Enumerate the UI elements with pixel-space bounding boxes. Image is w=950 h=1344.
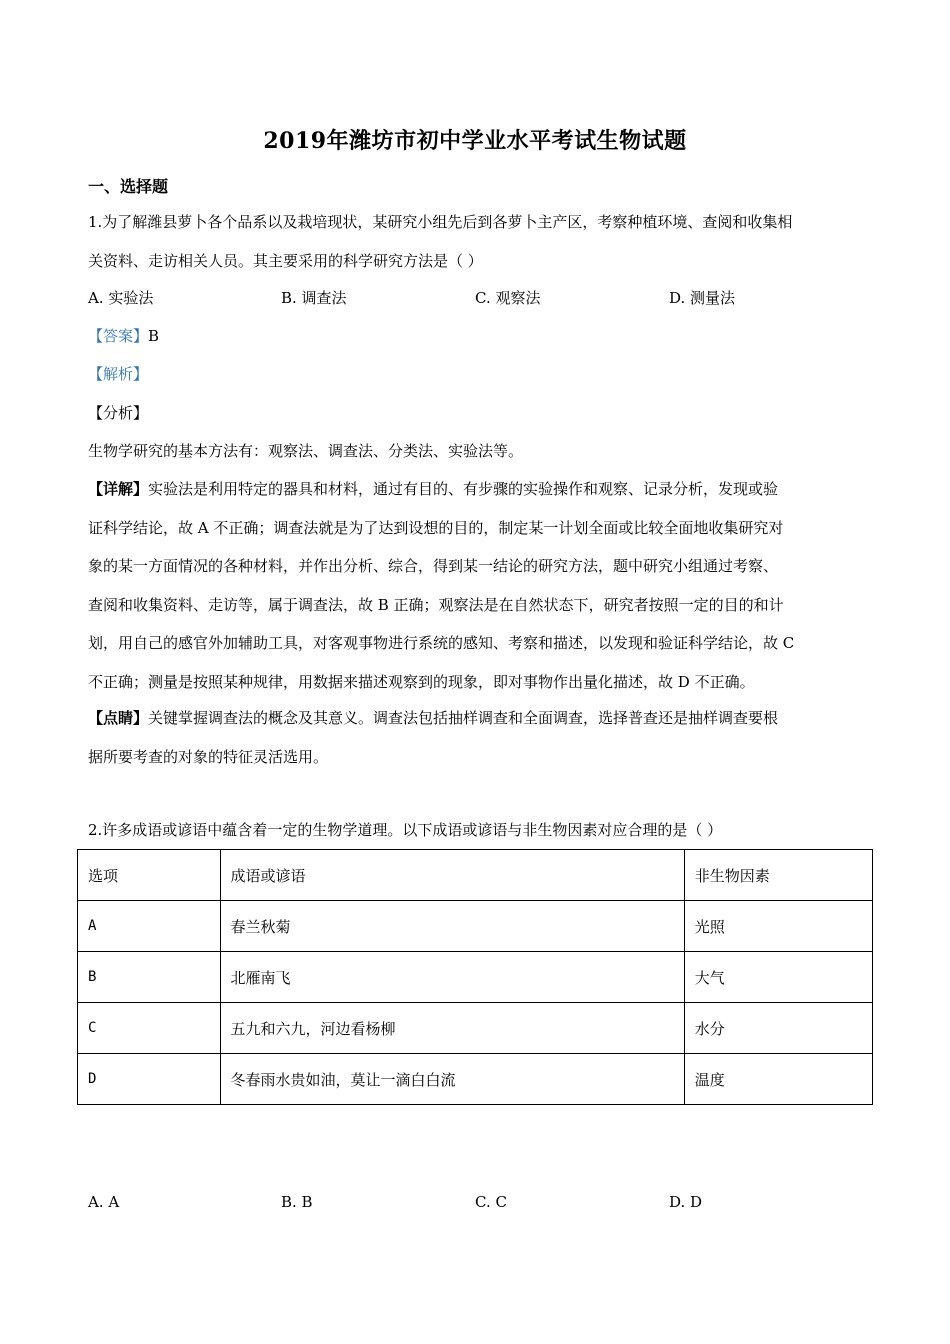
detail-line-3: 象的某一方面情况的各种材料，并作出分析、综合，得到某一结论的研究方法，题中研究小组通过考察、	[88, 557, 779, 575]
detail-line-6: 不正确；测量是按照某种规律，用数据来描述观察到的现象，即对事物作出量化描述，故 D 不正确。	[88, 672, 755, 691]
table-header-cell: 选项	[78, 850, 221, 901]
question-2-option-c: C. C	[475, 1193, 507, 1211]
answer-value: B	[148, 327, 160, 345]
table-header-cell: 非生物因素	[684, 850, 872, 901]
question-1-stem-line-2: 关资料、走访相关人员。其主要采用的科学研究方法是（ ）	[88, 251, 483, 270]
table-cell-option: D	[78, 1054, 221, 1105]
table-cell-factor: 水分	[684, 1003, 872, 1054]
table-cell-factor: 光照	[684, 901, 872, 952]
question-1-option-b: B. 调查法	[281, 289, 347, 307]
question-1-option-a: A. 实验法	[88, 289, 154, 307]
analysis-tag: 【解析】	[88, 365, 149, 383]
table-cell-option: B	[78, 952, 221, 1003]
tip-tag: 【点睛】	[88, 709, 149, 727]
question-2-stem: 2.许多成语或谚语中蕴含着一定的生物学道理。以下成语或谚语与非生物因素对应合理的是（ ）	[88, 821, 723, 839]
table-cell-phrase: 五九和六九，河边看杨柳	[220, 1003, 684, 1054]
detail-line-1-text: 实验法是利用特定的器具和材料，通过有目的、有步骤的实验操作和观察、记录分析，发现或验	[148, 480, 779, 498]
page-title: 2019年潍坊市初中学业水平考试生物试题	[263, 128, 687, 154]
table-cell-option: C	[78, 1003, 221, 1054]
question-2-option-b: B. B	[281, 1193, 313, 1211]
fenxi-text: 生物学研究的基本方法有：观察法、调查法、分类法、实验法等。	[88, 442, 524, 460]
tip-line-1	[88, 699, 872, 738]
detail-line-1	[88, 470, 872, 509]
table-header-cell: 成语或谚语	[220, 850, 684, 901]
detail-paragraph	[88, 470, 872, 701]
question-1-stem-line-1: 1.为了解潍县萝卜各个品系以及栽培现状，某研究小组先后到各萝卜主产区，考察种植环境、查阅和收集相	[88, 213, 793, 231]
table-cell-phrase: 春兰秋菊	[220, 901, 684, 952]
table-row	[78, 952, 873, 1003]
table-cell-factor: 大气	[684, 952, 872, 1003]
question-1-option-c: C. 观察法	[475, 289, 541, 307]
table-cell-factor: 温度	[684, 1054, 872, 1105]
detail-line-5: 划，用自己的感官外加辅助工具，对客观事物进行系统的感知、考察和描述，以发现和验证科学结论，故 C	[88, 634, 795, 652]
detail-tag: 【详解】	[88, 480, 149, 498]
tip-line-1-text: 关键掌握调查法的概念及其意义。调查法包括抽样调查和全面调查，选择普查还是抽样调查要根	[148, 709, 779, 727]
tip-paragraph	[88, 699, 872, 776]
fenxi-tag: 【分析】	[88, 404, 149, 422]
detail-line-4: 查阅和收集资料、走访等，属于调查法，故 B 正确；观察法是在自然状态下，研究者按照一定的目的和计	[88, 595, 784, 614]
question-2-option-d: D. D	[669, 1193, 703, 1211]
question-1-stem	[88, 203, 872, 280]
table-cell-phrase: 北雁南飞	[220, 952, 684, 1003]
section-heading: 一、选择题	[88, 177, 169, 196]
table-cell-option: A	[78, 901, 221, 952]
table-row	[78, 1003, 873, 1054]
answer-tag: 【答案】	[88, 327, 149, 345]
detail-line-2: 证科学结论，故 A 不正确；调查法就是为了达到设想的目的，制定某一计划全面或比较全面地收集研究对	[88, 518, 784, 537]
answer-line	[88, 325, 159, 346]
question-2-table	[77, 849, 873, 1105]
table-row	[78, 901, 873, 952]
question-1-option-d: D. 测量法	[669, 289, 736, 307]
table-cell-phrase: 冬春雨水贵如油，莫让一滴白白流	[220, 1054, 684, 1105]
tip-line-2: 据所要考查的对象的特征灵活选用。	[88, 747, 329, 766]
question-2-option-a: A. A	[88, 1193, 120, 1211]
table-header-row	[78, 850, 873, 901]
table-row	[78, 1054, 873, 1105]
